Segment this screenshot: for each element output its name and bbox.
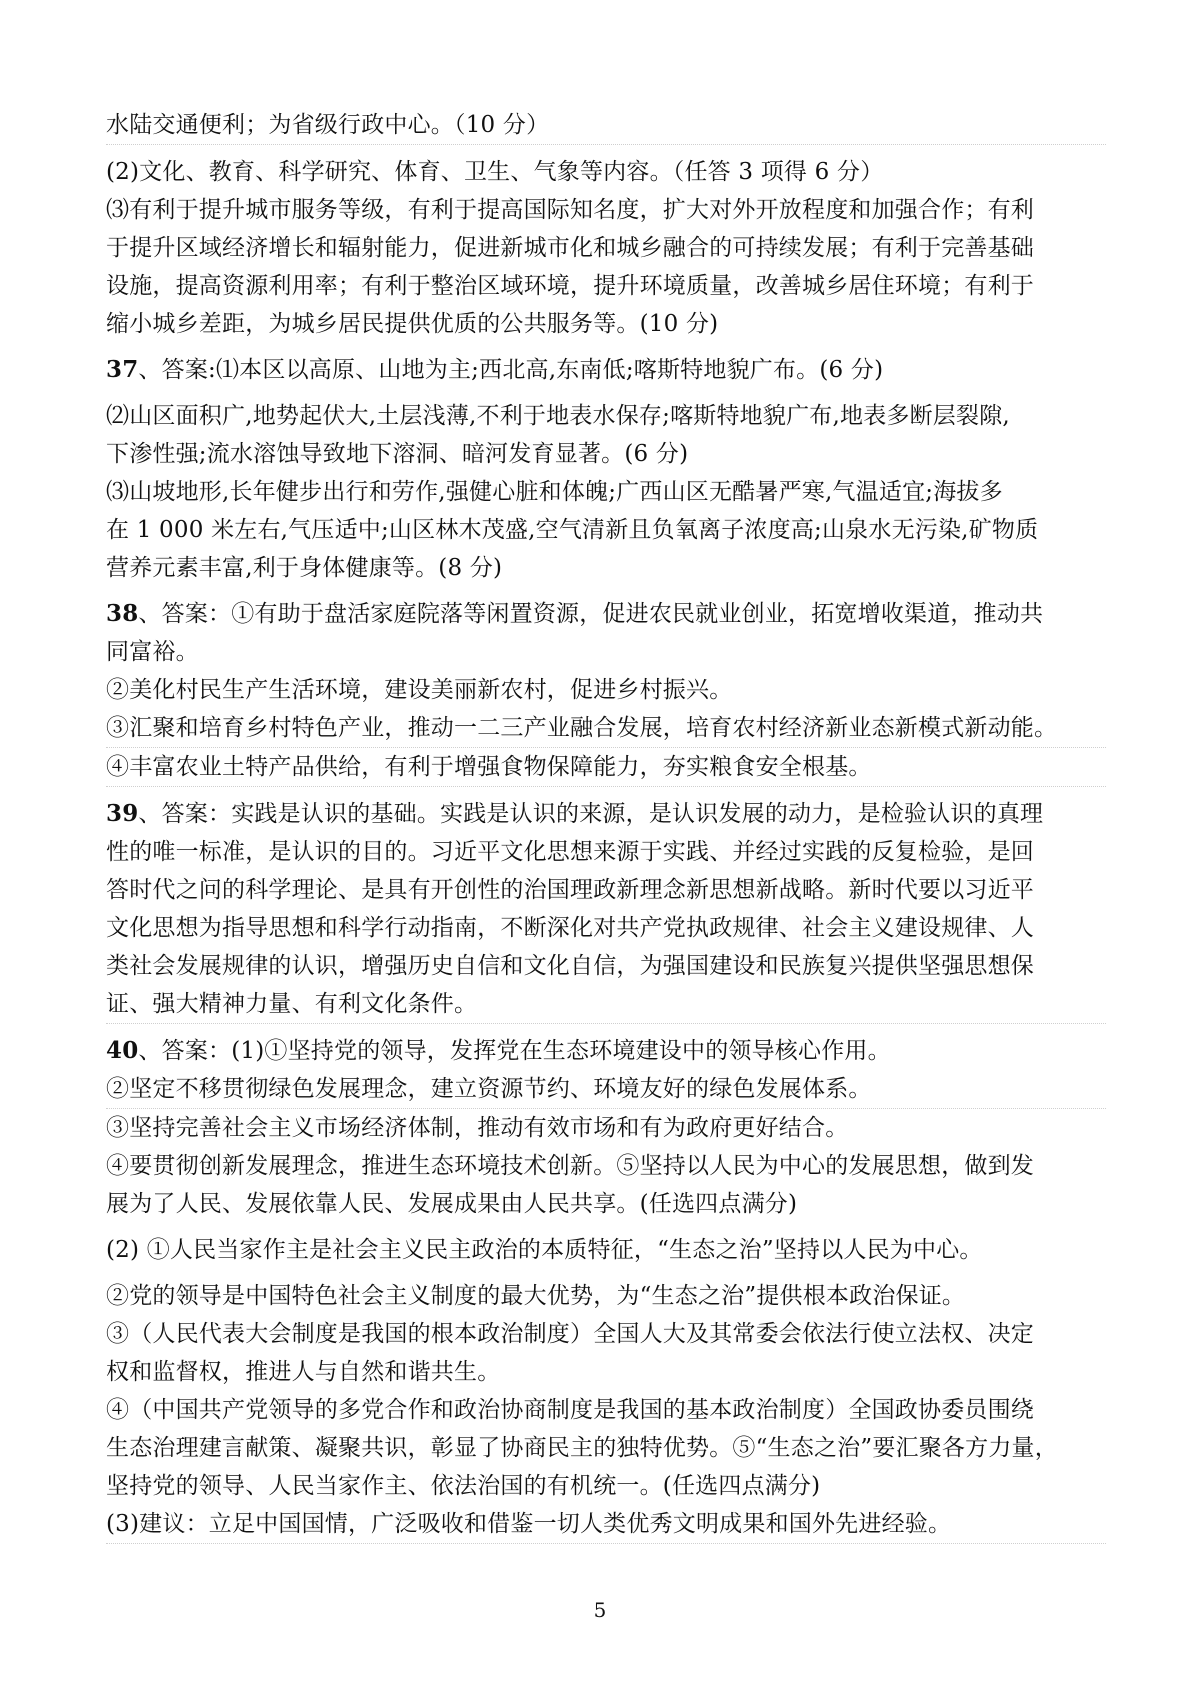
line-text: 水陆交通便利；为省级行政中心。（10 分） [106, 112, 550, 138]
answer-block [106, 351, 1106, 389]
line-text: 生态治理建言献策、凝聚共识，彰显了协商民主的独特优势。⑤“生态之治”要汇聚各方力量， [106, 1435, 1058, 1461]
text-line [106, 595, 1106, 633]
text-line [106, 1353, 1106, 1391]
text-line [106, 1147, 1106, 1185]
text-line [106, 473, 1106, 511]
text-line [106, 985, 1106, 1024]
text-line [106, 153, 1106, 191]
text-line [106, 229, 1106, 267]
line-text: 性的唯一标准，是认识的目的。习近平文化思想来源于实践、并经过实践的反复检验，是回 [106, 839, 1034, 865]
answer-block [106, 1109, 1106, 1147]
text-line [106, 1505, 1106, 1544]
line-text: 、答案：(1)①坚持党的领导，发挥党在生态环境建设中的领导核心作用。 [138, 1038, 891, 1064]
line-text: 、答案:⑴本区以高原、山地为主;西北高,东南低;喀斯特地貌广布。(6 分) [138, 357, 884, 383]
answer-block [106, 671, 1106, 709]
answer-block [106, 106, 1106, 145]
line-text: ②坚定不移贯彻绿色发展理念，建立资源节约、环境友好的绿色发展体系。 [106, 1076, 872, 1102]
answer-block [106, 397, 1106, 473]
line-text: (2) ①人民当家作主是社会主义民主政治的本质特征，“生态之治”坚持以人民为中心。 [106, 1237, 983, 1263]
line-text: 证、强大精神力量、有利文化条件。 [106, 991, 478, 1017]
line-text: 下渗性强;流水溶蚀导致地下溶洞、暗河发育显著。(6 分) [106, 441, 689, 467]
text-line [106, 709, 1106, 748]
text-line [106, 1109, 1106, 1147]
line-text: ⑶有利于提升城市服务等级，有利于提高国际知名度，扩大对外开放程度和加强合作；有利 [106, 197, 1034, 223]
line-text: 同富裕。 [106, 639, 199, 665]
text-line [106, 947, 1106, 985]
question-number: 37 [106, 356, 139, 383]
line-text: (2)文化、教育、科学研究、体育、卫生、气象等内容。（任答 3 项得 6 分） [106, 159, 884, 185]
line-text: ③坚持完善社会主义市场经济体制，推动有效市场和有为政府更好结合。 [106, 1115, 849, 1141]
text-line [106, 397, 1106, 435]
answer-block [106, 1070, 1106, 1109]
line-text: 营养元素丰富,利于身体健康等。(8 分) [106, 555, 503, 581]
text-line [106, 1315, 1106, 1353]
text-line [106, 435, 1106, 473]
answer-block [106, 473, 1106, 587]
question-number: 39 [106, 800, 139, 827]
text-line [106, 1429, 1106, 1467]
line-text: ④（中国共产党领导的多党合作和政治协商制度是我国的基本政治制度）全国政协委员围绕 [106, 1397, 1034, 1423]
page-number: 5 [593, 1598, 607, 1622]
answer-block [106, 595, 1106, 671]
text-line [106, 351, 1106, 389]
line-text: ⑵山区面积广,地势起伏大,土层浅薄,不利于地表水保存;喀斯特地貌广布,地表多断层裂隙, [106, 403, 1010, 429]
line-text: 、答案：实践是认识的基础。实践是认识的来源，是认识发展的动力，是检验认识的真理 [138, 801, 1044, 827]
line-text: ④要贯彻创新发展理念，推进生态环境技术创新。⑤坚持以人民为中心的发展思想，做到发 [106, 1153, 1034, 1179]
line-text: ⑶山坡地形,长年健步出行和劳作,强健心脏和体魄;广西山区无酷暑严寒,气温适宜;海拔多 [106, 479, 1003, 505]
text-line [106, 1231, 1106, 1269]
text-line [106, 633, 1106, 671]
line-text: 展为了人民、发展依靠人民、发展成果由人民共享。(任选四点满分) [106, 1191, 798, 1217]
answer-block [106, 153, 1106, 191]
text-line [106, 671, 1106, 709]
line-text: ②党的领导是中国特色社会主义制度的最大优势，为“生态之治”提供根本政治保证。 [106, 1283, 966, 1309]
answer-block [106, 1231, 1106, 1269]
text-line [106, 1070, 1106, 1109]
line-text: ③（人民代表大会制度是我国的根本政治制度）全国人大及其常委会依法行使立法权、决定 [106, 1321, 1034, 1347]
text-line [106, 549, 1106, 587]
answer-block [106, 709, 1106, 748]
line-text: 设施，提高资源利用率；有利于整治区域环境，提升环境质量，改善城乡居住环境；有利于 [106, 273, 1034, 299]
text-line [106, 511, 1106, 549]
line-text: 、答案：①有助于盘活家庭院落等闲置资源，促进农民就业创业，拓宽增收渠道，推动共 [138, 601, 1044, 627]
text-line [106, 1032, 1106, 1070]
text-line [106, 909, 1106, 947]
answer-block [106, 191, 1106, 343]
answer-key-body [106, 106, 1106, 1544]
question-number: 40 [106, 1037, 139, 1064]
text-line [106, 833, 1106, 871]
text-line [106, 106, 1106, 145]
line-text: ③汇聚和培育乡村特色产业，推动一二三产业融合发展，培育农村经济新业态新模式新动能。 [106, 715, 1058, 741]
line-text: ②美化村民生产生活环境，建设美丽新农村，促进乡村振兴。 [106, 677, 733, 703]
line-text: (3)建议：立足中国国情，广泛吸收和借鉴一切人类优秀文明成果和国外先进经验。 [106, 1511, 952, 1537]
text-line [106, 267, 1106, 305]
answer-block [106, 795, 1106, 1024]
answer-block [106, 1277, 1106, 1315]
text-line [106, 305, 1106, 343]
answer-block [106, 1032, 1106, 1070]
text-line [106, 1391, 1106, 1429]
text-line [106, 1185, 1106, 1223]
line-text: 缩小城乡差距，为城乡居民提供优质的公共服务等。(10 分) [106, 311, 719, 337]
text-line [106, 748, 1106, 787]
text-line [106, 871, 1106, 909]
answer-block [106, 748, 1106, 787]
line-text: 类社会发展规律的认识，增强历史自信和文化自信，为强国建设和民族复兴提供坚强思想保 [106, 953, 1034, 979]
answer-block [106, 1147, 1106, 1223]
question-number: 38 [106, 600, 139, 627]
text-line [106, 1467, 1106, 1505]
answer-block [106, 1391, 1106, 1505]
answer-block [106, 1315, 1106, 1391]
line-text: 答时代之问的科学理论、是具有开创性的治国理政新理念新思想新战略。新时代要以习近平 [106, 877, 1034, 903]
line-text: 于提升区域经济增长和辐射能力，促进新城市化和城乡融合的可持续发展；有利于完善基础 [106, 235, 1034, 261]
line-text: 权和监督权，推进人与自然和谐共生。 [106, 1359, 501, 1385]
line-text: 文化思想为指导思想和科学行动指南，不断深化对共产党执政规律、社会主义建设规律、人 [106, 915, 1034, 941]
text-line [106, 1277, 1106, 1315]
line-text: 在 1 000 米左右,气压适中;山区林木茂盛,空气清新且负氧离子浓度高;山泉水无污染,矿物质 [106, 517, 1039, 543]
answer-block [106, 1505, 1106, 1544]
text-line [106, 795, 1106, 833]
text-line [106, 191, 1106, 229]
line-text: 坚持党的领导、人民当家作主、依法治国的有机统一。(任选四点满分) [106, 1473, 821, 1499]
line-text: ④丰富农业土特产品供给，有利于增强食物保障能力，夯实粮食安全根基。 [106, 754, 872, 780]
